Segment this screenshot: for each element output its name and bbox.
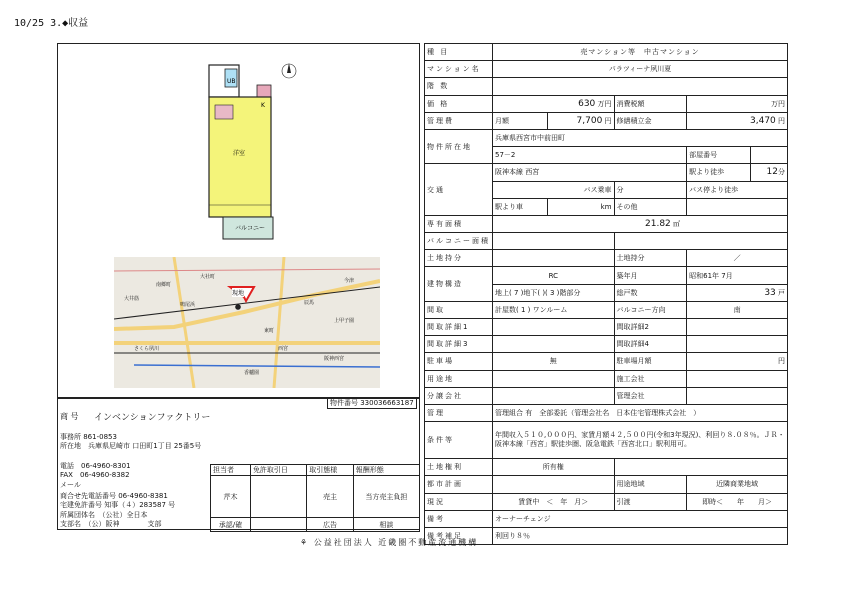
parking: 無 [493,353,615,370]
price-unit: 万円 [597,99,612,108]
balcony-label: バルコニー面積 [425,233,493,250]
branch: 支部名 （公）阪神 支部 [60,520,162,528]
address-label: 所在地 [60,442,81,450]
walk-value: 12 [766,167,778,178]
association: 所属団体名 （公社）全日本 [60,511,148,519]
page-header: 10/25 3.◆収益 [14,18,89,29]
map-label: 上甲子園 [334,318,355,324]
tax-label: 消費税額 [614,95,687,112]
floorplan-ub: UB [227,78,236,85]
area-unit: ㎡ [673,219,680,228]
mgmt-info: 管理組合 有 全部委託（管理会社名 日本住宅管理株式会社 ） [493,404,788,421]
terms: 年間収入５１０,０００円、家賃月額４２,５００円(令和3年現況)、利回り８.０８％。ＪＲ・阪神本線「西宮」駅徒歩圏、阪急電鉄「西宮北口」駅利用可。 [493,422,788,459]
map-label: 大社町 [200,274,216,280]
detail2: 間取詳細2 [614,319,687,336]
spec-table [424,43,788,545]
tax-unit: 万円 [687,95,788,112]
zone: 近隣商業地域 [687,476,788,493]
builder-label: 施工会社 [614,370,687,387]
agent-val: 当方売主負担 [353,476,419,518]
bus-unit: 分 [614,181,687,198]
status-label: 現況 [425,493,493,510]
company-name: インベンションファクトリー [94,413,211,423]
floors: 地上( 7 )地下( )( 3 )階部分 [493,284,615,301]
license-no: 宅建免許番号 知事（４）283587 号 [60,501,176,509]
agent-col: 免許取引日 [250,465,306,476]
repair-unit: 円 [778,116,785,125]
map-label: さくら夙川 [134,346,160,352]
floorplan-room: 洋室 [233,150,246,157]
built: 昭和61年 7月 [687,267,788,284]
bus-label: バス乗車 [493,181,615,198]
fax: FAX 06-4960-8382 [60,471,130,479]
location: 兵庫県西宮市中前田町 [493,129,788,146]
land-right: ／ [687,250,788,267]
land-right-label: 土地持分 [614,250,687,267]
structure-label: 建物構造 [425,267,493,301]
line: 阪神本線 西宮 [493,164,687,181]
land-right2-label: 土地権利 [425,459,493,476]
area-label: 専有面積 [425,215,493,232]
walk-unit: 分 [778,168,785,177]
lot: 57－2 [493,147,687,164]
walk-label: 駅より徒歩 [687,164,751,181]
map-label: 辰馬 [304,300,315,306]
detail4: 間取詳細4 [614,336,687,353]
price-value: 630 [578,98,596,109]
agent-col: 担当者 [211,465,251,476]
mail: メール [60,481,81,489]
shogo-label: 商 号 [60,412,79,421]
map-label: 南郷町 [156,282,172,288]
mgmt-period: 月額 [493,112,548,129]
agent-row3: 相談 [353,518,419,532]
repair-value: 3,470 [750,115,776,126]
floorplan-balcony: バルコニー [235,225,266,232]
category-label: 種 目 [425,44,493,61]
map-marker-label: 現地 [232,290,245,297]
detail3: 間取詳細3 [425,336,493,353]
footer-text: 公益社団法人 近畿圏不動産流通機構 [313,538,479,547]
built-label: 築年月 [614,267,687,284]
notes2-label: 備考補足 [425,527,493,544]
area-value: 21.82 [645,218,671,229]
notice-number: 物件番号 330036663187 [327,397,417,409]
agent-val [250,476,306,518]
mgmt-value: 7,700 [576,115,603,126]
layout-label: 間取 [425,301,493,318]
terms-label: 条件等 [425,422,493,459]
map-label: 阪神西宮 [324,356,345,362]
trade-tel: 商合せ先電話番号 06-4960-8381 [60,492,168,500]
location-map [114,257,380,388]
parking-fee-label: 駐車場月額 [614,353,687,370]
seller-label: 分譲会社 [425,387,493,404]
mgmt-unit: 円 [604,116,612,125]
agent-table [210,464,420,532]
detail1: 間取詳細1 [425,319,493,336]
room-no-label: 部屋番号 [687,147,751,164]
map-label: 東町 [264,328,275,334]
mgmt-co-label: 管理会社 [614,387,687,404]
location-label: 物件所在地 [425,129,493,163]
access-label: 交通 [425,164,493,216]
notes2: 利回り８％ [493,527,788,544]
remarks-label: 用途地 [425,370,493,387]
address: 兵庫県尼崎市 口田町1丁目 25番5号 [88,442,202,450]
parking-label: 駐車場 [425,353,493,370]
footer [300,537,478,548]
layout: 計屋数( 1 ) ワンルーム [493,301,615,318]
license: 事務所 861-0853 [60,433,117,441]
mgmt-info-label: 管理 [425,404,493,421]
city-label: 都市計画 [425,476,493,493]
repair-label: 修繕積立金 [614,112,687,129]
map-label: 香櫨園 [244,370,260,376]
parking-fee-unit: 円 [687,353,788,370]
direction: 南 [687,301,788,318]
car-label: 駅より車 [493,198,548,215]
busstop-label: バス停より徒歩 [687,181,788,198]
status: 賃貸中 ＜ 年 月＞ [493,493,615,510]
map-label: 大井筋 [124,296,140,302]
notes: オーナーチェンジ [493,510,788,527]
land-right2: 所有権 [493,459,615,476]
agent-val: 売主 [307,476,353,518]
logo-icon: ⚘ [300,538,310,547]
name-label: マンション名 [425,61,493,78]
other-label: その他 [614,198,687,215]
category: 売マンション等 中古マンション [493,44,788,61]
mansion-name: パラツィーナ夙川夏 [493,61,788,78]
units-unit: 戸 [778,288,785,297]
units-label: 総戸数 [614,284,687,301]
direction-label: バルコニー方向 [614,301,687,318]
delivery: 即時＜ 年 月＞ [687,493,788,510]
tel: 電話 06-4960-8301 [60,462,131,470]
mgmt-label: 管理費 [425,112,493,129]
structure: RC [493,267,615,284]
agent-row3 [250,518,306,532]
agent-col: 報酬形態 [353,465,419,476]
map-label: 今津 [344,278,355,284]
land-label: 土地持分 [425,250,493,267]
floorplan-k: K [261,102,265,109]
map-label: 西宮 [278,346,289,352]
units-value: 33 [764,287,776,298]
agent-col: 取引態様 [307,465,353,476]
floor-plan [195,55,305,245]
agent-val: 芹木 [211,476,251,518]
notes-label: 備考 [425,510,493,527]
zone-label: 用途地域 [614,476,687,493]
car-unit: km [547,198,614,215]
delivery-label: 引渡 [614,493,687,510]
agent-row3: 広告 [307,518,353,532]
map-label: 鳴尾浜 [180,302,196,308]
floor-label: 階 数 [425,78,493,95]
price-label: 価 格 [425,95,493,112]
agent-row3: 承認/確 [211,518,251,532]
